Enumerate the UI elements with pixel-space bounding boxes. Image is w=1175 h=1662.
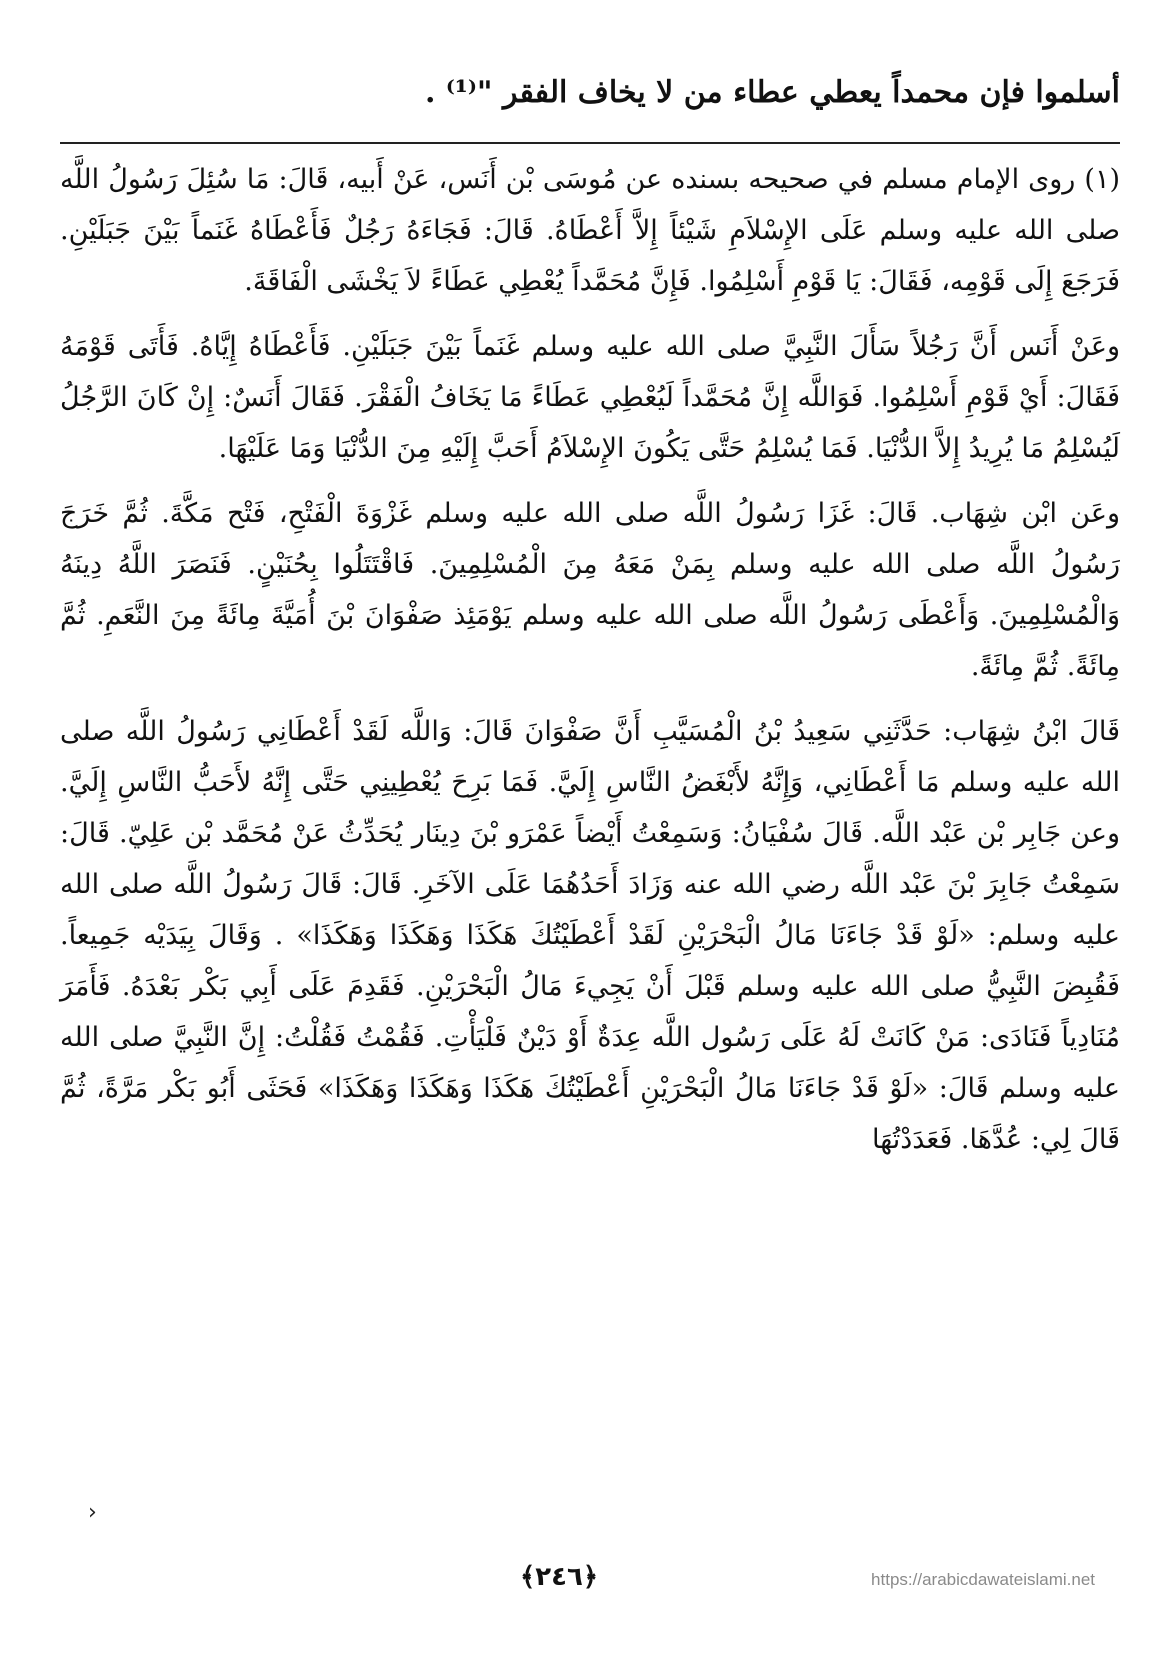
footnote-paragraph-1: (١) روى الإمام مسلم في صحيحه بسنده عن مُوسَى بْن أَنَس، عَنْ أَبيه، قَالَ: مَا سُئِلَ رَسُولُ اللَّه صلى الله عليه وسلم عَلَى الإِسْلاَمِ شَيْئاً إِلاَّ أَعْطَاهُ. قَالَ: فَجَاءَهُ رَجُلٌ فَأَعْطَاهُ غَنَماً بَيْنَ جَبَلَيْنِ. فَرَجَعَ إِلَى قَوْمِه، فَقَالَ: يَا قَوْمِ أَسْلِمُوا. فَإِنَّ مُحَمَّداً يُعْطِي عَطَاءً لاَ يَخْشَى الْفَاقَةَ. (60, 164, 1120, 297)
site-url-watermark: https://arabicdawateislami.net (871, 1570, 1095, 1589)
page-footer (0, 1562, 1175, 1602)
page-number: ﴿٢٤٦﴾ (520, 1562, 599, 1592)
footnote-paragraph-4: قَالَ ابْنُ شِهَاب: حَدَّثَنِي سَعِيدُ بْنُ الْمُسَيَّبِ أَنَّ صَفْوَانَ قَالَ: وَاللَّه لَقَدْ أَعْطَانِي رَسُولُ اللَّه صلى الله عليه وسلم مَا أَعْطَانِي، وَإِنَّهُ لأَبْغَضُ النَّاسِ إِلَيَّ. فَمَا بَرِحَ يُعْطِينِي حَتَّى إِنَّهُ لأَحَبُّ النَّاسِ إِلَيَّ. وعن جَابِر بْن عَبْد اللَّه. قَالَ سُفْيَانُ: وَسَمِعْتُ أَيْضاً عَمْرَو بْنَ دِينَار يُحَدِّثُ عَنْ مُحَمَّد بْن عَلِيّ. قَالَ: سَمِعْتُ جَابِرَ بْنَ عَبْد اللَّه رضي الله عنه وَزَادَ أَحَدُهُمَا عَلَى الآخَرِ. قَالَ: قَالَ رَسُولُ اللَّه صلى الله عليه وسلم: «لَوْ قَدْ جَاءَنَا مَالُ الْبَحْرَيْنِ لَقَدْ أَعْطَيْتُكَ هَكَذَا وَهَكَذَا وَهَكَذَا» . وَقَالَ بِيَدَيْه جَمِيعاً. فَقُبِضَ النَّبِيُّ صلى الله عليه وسلم قَبْلَ أَنْ يَجِيءَ مَالُ الْبَحْرَيْنِ. فَقَدِمَ عَلَى أَبِي بَكْر بَعْدَهُ. فَأَمَرَ مُنَادِياً فَنَادَى: مَنْ كَانَتْ لَهُ عَلَى رَسُول اللَّه عِدَةٌ أَوْ دَيْنٌ فَلْيَأْتِ. فَقُمْتُ فَقُلْتُ: إِنَّ النَّبِيَّ صلى الله عليه وسلم قَالَ: «لَوْ قَدْ جَاءَنَا مَالُ الْبَحْرَيْنِ أَعْطَيْتُكَ هَكَذَا وَهَكَذَا وَهَكَذَا» فَحَثَى أَبُو بَكْر مَرَّةً، ثُمَّ قَالَ لِي: عُدَّهَا. فَعَدَدْتُهَا (60, 716, 1120, 1155)
continuation-marker: › (88, 1500, 97, 1525)
footnote-paragraph-3: وعَن ابْن شِهَاب. قَالَ: غَزَا رَسُولُ اللَّه صلى الله عليه وسلم غَزْوَةَ الْفَتْحِ، فَتْح مَكَّةَ. ثُمَّ خَرَجَ رَسُولُ اللَّه صلى الله عليه وسلم بِمَنْ مَعَهُ مِنَ الْمُسْلِمِينَ. فَاقْتَتَلُوا بِحُنَيْنٍ. فَنَصَرَ اللَّهُ دِينَهُ وَالْمُسْلِمِينَ. وَأَعْطَى رَسُولُ اللَّه صلى الله عليه وسلم يَوْمَئِذ صَفْوَانَ بْنَ أُمَيَّةَ مِائَةً مِنَ النَّعَمِ. ثُمَّ مِائَةً. ثُمَّ مِائَةً. (60, 498, 1120, 682)
footnote-block (60, 154, 1120, 1165)
footnote-divider (60, 142, 1120, 144)
footnote-paragraph-2: وعَنْ أَنَس أَنَّ رَجُلاً سَأَلَ النَّبِيَّ صلى الله عليه وسلم غَنَماً بَيْنَ جَبَلَيْنِ. فَأَعْطَاهُ إِيَّاهُ. فَأَتَى قَوْمَهُ فَقَالَ: أَيْ قَوْمِ أَسْلِمُوا. فَوَاللَّه إِنَّ مُحَمَّداً لَيُعْطِي عَطَاءً مَا يَخَافُ الْفَقْرَ. فَقَالَ أَنَسٌ: إِنْ كَانَ الرَّجُلُ لَيُسْلِمُ مَا يُرِيدُ إِلاَّ الدُّنْيَا. فَمَا يُسْلِمُ حَتَّى يَكُونَ الإِسْلاَمُ أَحَبَّ إِلَيْهِ مِنَ الدُّنْيَا وَمَا عَلَيْهَا. (60, 331, 1120, 464)
page-content (60, 70, 1120, 1179)
main-text: أسلموا فإن محمداً يعطي عطاء من لا يخاف الفقر "⁽¹⁾ . (424, 75, 1120, 110)
